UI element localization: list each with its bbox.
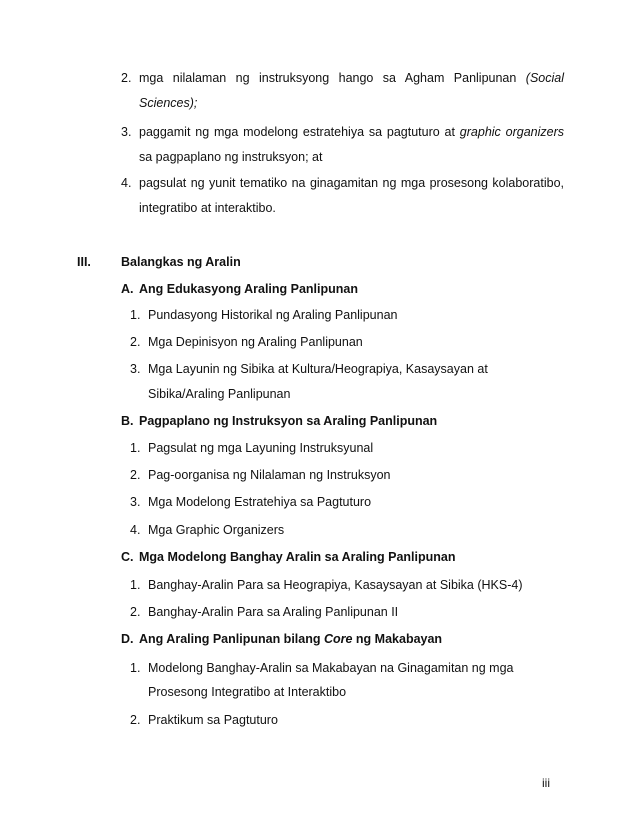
list-number: 1. — [130, 578, 141, 592]
subsection-letter: D. — [121, 632, 134, 646]
list-number: 2. — [121, 71, 132, 85]
subsection-title: Ang Araling Panlipunan bilang Core ng Makabayan — [139, 632, 443, 646]
outline-item: Praktikum sa Pagtuturo — [148, 713, 278, 727]
list-number: 2. — [130, 468, 141, 482]
subsection-title: Ang Edukasyong Araling Panlipunan — [139, 282, 359, 296]
list-number: 2. — [130, 335, 141, 349]
list-item-text: paggamit ng mga modelong estratehiya sa pagtuturo at graphic organizers — [139, 125, 564, 139]
list-number: 3. — [130, 362, 141, 376]
section-number: III. — [77, 255, 91, 269]
list-item-text: mga nilalaman ng instruksyong hango sa Agham Panlipunan (Social — [139, 71, 564, 85]
outline-item-continued: Sibika/Araling Panlipunan — [148, 387, 291, 401]
outline-item: Modelong Banghay-Aralin sa Makabayan na Ginagamitan ng mga — [148, 661, 514, 675]
outline-item: Mga Modelong Estratehiya sa Pagtuturo — [148, 495, 372, 509]
outline-item: Mga Depinisyon ng Araling Panlipunan — [148, 335, 363, 349]
list-number: 3. — [130, 495, 141, 509]
list-number: 1. — [130, 661, 141, 675]
outline-item: Pag-oorganisa ng Nilalaman ng Instruksyon — [148, 468, 391, 482]
outline-item: Banghay-Aralin Para sa Araling Panlipunan II — [148, 605, 399, 619]
subsection-title: Pagpaplano ng Instruksyon sa Araling Panlipunan — [139, 414, 438, 428]
list-number: 3. — [121, 125, 132, 139]
page-number: iii — [542, 776, 550, 790]
list-number: 4. — [121, 176, 132, 190]
list-item-text: pagsulat ng yunit tematiko na ginagamitan ng mga prosesong kolaboratibo, — [139, 176, 564, 190]
list-number: 2. — [130, 605, 141, 619]
subsection-letter: A. — [121, 282, 134, 296]
list-item-text-continued: sa pagpaplano ng instruksyon; at — [139, 150, 323, 164]
subsection-letter: B. — [121, 414, 134, 428]
outline-item: Mga Layunin ng Sibika at Kultura/Heograpiya, Kasaysayan at — [148, 362, 488, 376]
subsection-letter: C. — [121, 550, 134, 564]
outline-item: Mga Graphic Organizers — [148, 523, 285, 537]
list-number: 2. — [130, 713, 141, 727]
outline-item-continued: Prosesong Integratibo at Interaktibo — [148, 685, 347, 699]
list-number: 1. — [130, 308, 141, 322]
list-number: 1. — [130, 441, 141, 455]
list-number: 4. — [130, 523, 141, 537]
outline-item: Pagsulat ng mga Layuning Instruksyunal — [148, 441, 374, 455]
outline-item: Pundasyong Historikal ng Araling Panlipunan — [148, 308, 398, 322]
subsection-title: Mga Modelong Banghay Aralin sa Araling Panlipunan — [139, 550, 456, 564]
list-item-text-continued: integratibo at interaktibo. — [139, 201, 276, 215]
outline-item: Banghay-Aralin Para sa Heograpiya, Kasaysayan at Sibika (HKS-4) — [148, 578, 523, 592]
section-title: Balangkas ng Aralin — [121, 255, 241, 269]
list-item-text-continued: Sciences); — [139, 96, 198, 110]
